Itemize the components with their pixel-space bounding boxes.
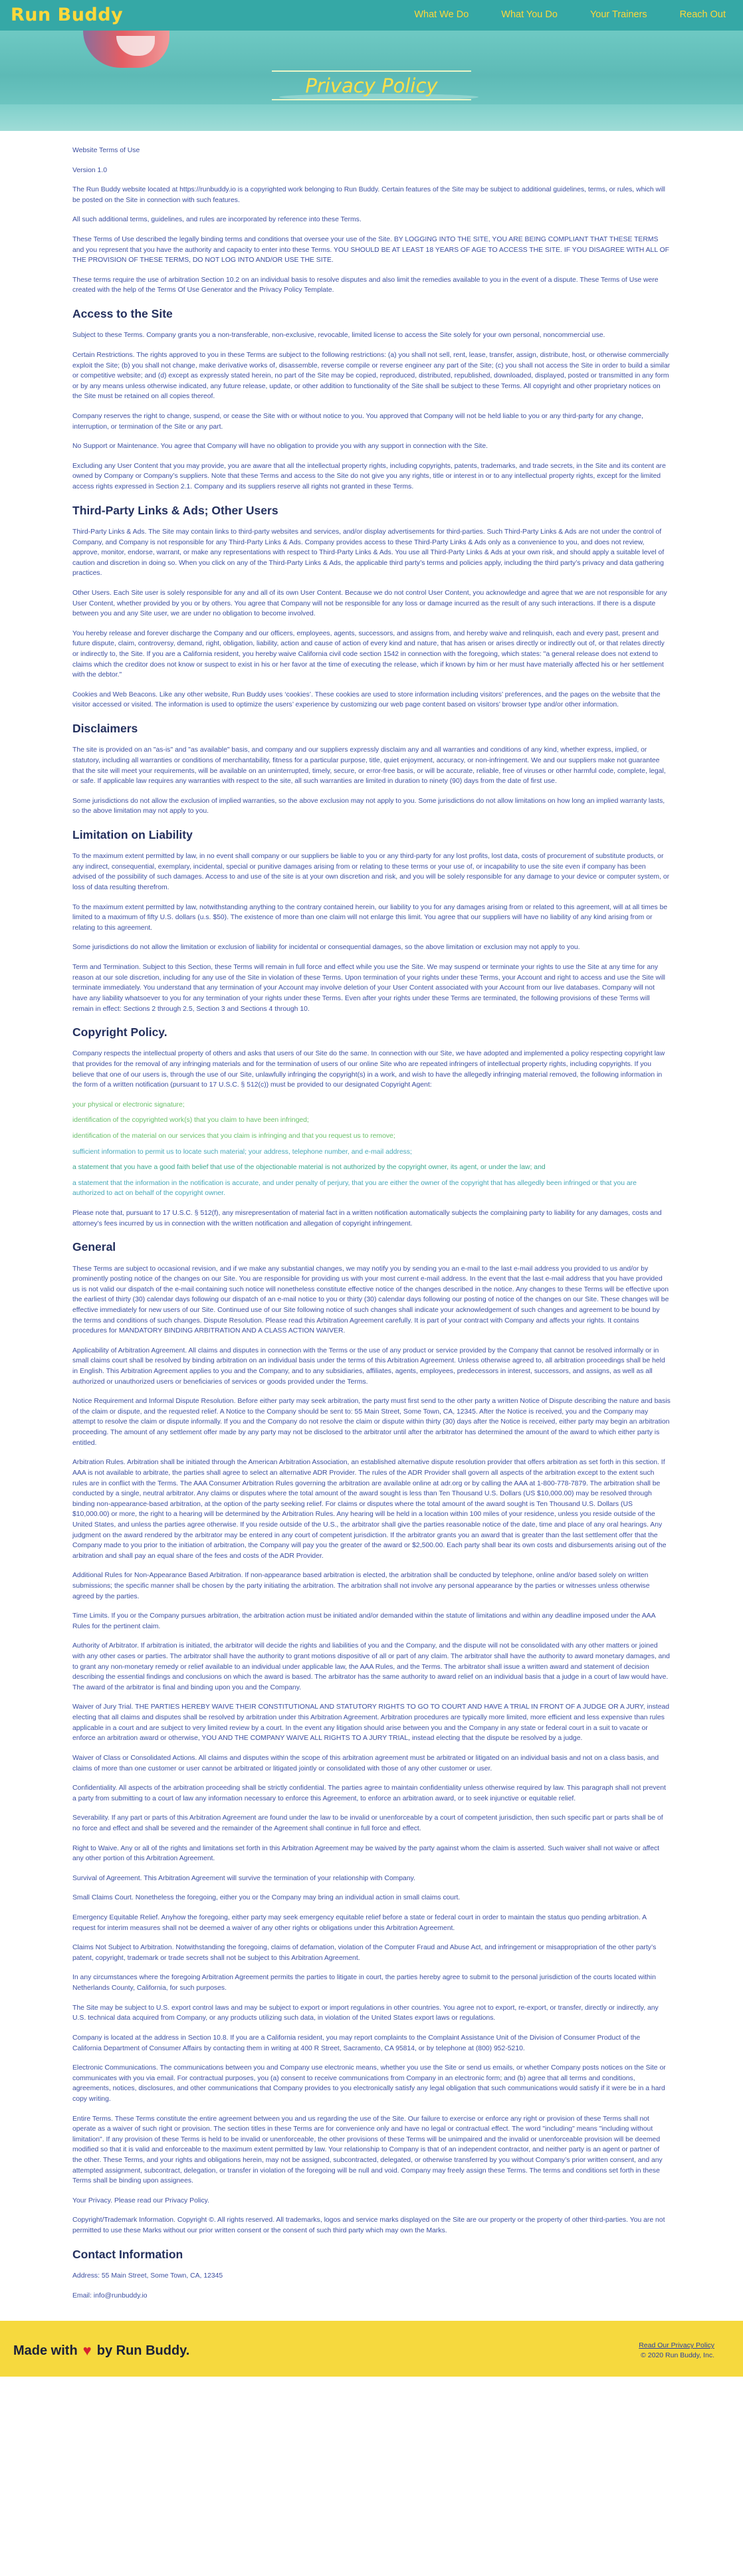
paragraph: Certain Restrictions. The rights approved to you in these Terms are subject to the following restrictions: (a) you shall not sell, rent, lease, transfer, assign, distribute, host, or otherwise commercially exploit the Site; (b) you shall not change, make derivative works of, disassemble, reverse compile or reverse engineer any part of the Site; (c) you shall not access the Site in order to build a similar or competitive website; and (d) except as expressly stated herein, no part of the Site may be copied, reproduced, distributed, republished, downloaded, displayed, posted or transmitted in any form or by any means unless otherwise indicated, any future release, update, or other addition to functionality of the Site shall be subject to these Terms. All copyright and other proprietary notices on the Site must be retained on all copies thereof. xyxy=(72,351,671,401)
paragraph: To the maximum extent permitted by law, notwithstanding anything to the contrary contained herein, our liability to you for any damages arising from or related to this agreement, will at all times be limited to a maximum of fifty U.S. dollars (u.s. $50). The existence of more than one claim will not enlarge this limit. You agree that our suppliers will have no liability of any kind arising from or relating to this agreement. xyxy=(72,903,668,932)
paragraph: Claims Not Subject to Arbitration. Notwithstanding the foregoing, claims of defamation, violation of the Computer Fraud and Abuse Act, and infringement or misappropriation of the other party’s patent, copyright, trademark or trade secrets shall not be subject to this Arbitration Agreement. xyxy=(72,1944,657,1962)
paragraph: The Site may be subject to U.S. export control laws and may be subject to export or import regulations in other countries. You agree not to export, re-export, or transfer, directly or indirectly, any U.S. technical data acquired from Company, or any products utilizing such data, in violation of the United States export laws or regulations. xyxy=(72,2004,659,2022)
paragraph: Other Users. Each Site user is solely responsible for any and all of its own User Content. Because we do not control User Content, you acknowledge and agree that we are not responsible for any User Content, whether provided by you or by others. You agree that Company will not be responsible for any loss or damage incurred as the result of any such interactions. If there is a dispute between you and any Site user, we are under no obligation to become involved. xyxy=(72,589,667,618)
hero-banner xyxy=(0,31,743,131)
list-item: a statement that you have a good faith belief that use of the objectionable material is not authorized by the copyright owner, its agent, or under the law; and xyxy=(72,1164,546,1172)
paragraph: Term and Termination. Subject to this Section, these Terms will remain in full force and effect while you use the Site. We may suspend or terminate your rights to use the Site at any time for any reason at our sole discretion, including for any use of the Site in violation of these Terms. Upon termination of your rights under these Terms, your Account and right to access and use the Site will terminate immediately. You understand that any termination of your Account may involve deletion of your User Content associated with your Account from our live databases. Company will not have any liability whatsoever to you for any termination of your rights under these Terms. Even after your rights under these Terms are terminated, the following provisions of these Terms will remain in effect: Sections 2 through 2.5, Section 3 and Sections 4 through 10. xyxy=(72,964,665,1013)
list-item: your physical or electronic signature; xyxy=(72,1101,185,1109)
paragraph: Excluding any User Content that you may provide, you are aware that all the intellectual property rights, including copyrights, patents, trademarks, and trade secrets, in the Site and its content are owned by Company or Company’s suppliers. Note that these Terms and access to the Site do not give you any rights, title or interest in or to any intellectual property rights, except for the limited access rights expressed in Section 2.1. Company and its suppliers reserve all rights not granted in these Terms. xyxy=(72,462,666,491)
list-item: a statement that the information in the notification is accurate, and under penalty of perjury, that you are either the owner of the copyright that has allegedly been infringed or that you are authorized to act on behalf of the copyright owner. xyxy=(72,1179,637,1198)
made-with-suffix: by Run Buddy. xyxy=(96,2343,190,2358)
made-with-love xyxy=(13,2339,189,2361)
paragraph: Entire Terms. These Terms constitute the entire agreement between you and us regarding the use of the Site. Our failure to exercise or enforce any right or provision of these Terms shall not operate as a waiver of such right or provision. The section titles in these Terms are for convenience only and have no legal or contractual effect. The word "including" means "including without limitation". If any provision of these Terms is held to be invalid or unenforceable, the other provisions of these Terms will be unimpaired and the invalid or unenforceable provision will be deemed modified so that it is valid and enforceable to the maximum extent permitted by law. Your relationship to Company is that of an independent contractor, and neither party is an agent or partner of the other. These Terms, and your rights and obligations herein, may not be assigned, subcontracted, delegated, or otherwise transferred by you without Company’s prior written consent, and any attempted assignment, subcontract, delegation, or transfer in violation of the foregoing will be null and void. Company may freely assign these Terms. The terms and conditions set forth in these Terms shall be binding upon assignees. xyxy=(72,2115,663,2185)
paragraph: These Terms are subject to occasional revision, and if we make any substantial changes, we may notify you by sending you an e-mail to the last e-mail address you provided to us and/or by prominently posting notice of the changes on our Site. You are responsible for providing us with your most current e-mail address. In the event that the last e-mail address that you have provided us is not valid our dispatch of the e-mail containing such notice will nonetheless constitute effective notice of the changes described in the notice. Any changes to these Terms will be effective upon the earliest of thirty (30) calendar days following our dispatch of an e-mail notice to you or thirty (30) calendar days following our posting of notice of the changes on our Site. These changes will be effective immediately for new users of our Site. Continued use of our Site following notice of such changes shall indicate your acknowledgement of such changes and agreement to be bound by the terms and conditions of such changes. Dispute Resolution. Please read this Arbitration Agreement carefully. It is part of your contract with Company and affects your rights. It contains procedures for MANDATORY BINDING ARBITRATION AND A CLASS ACTION WAIVER. xyxy=(72,1265,669,1335)
paragraph: These terms require the use of arbitration Section 10.2 on an individual basis to resolve disputes and also limit the remedies available to you in the event of a dispute. These Terms of Use were created with the help of the Terms Of Use Generator and the Privacy Policy Template. xyxy=(72,276,659,294)
paragraph: Some jurisdictions do not allow the exclusion of implied warranties, so the above exclusion may not apply to you. Some jurisdictions do not allow limitations on how long an implied warranty lasts, so the above limitation may not apply to you. xyxy=(72,797,665,815)
paragraph: Company is located at the address in Section 10.8. If you are a California resident, you may report complaints to the Complaint Assistance Unit of the Division of Consumer Product of the California Department of Consumer Affairs by contacting them in writing at 400 R Street, Sacramento, CA 95814, or by telephone at (800) 952-5210. xyxy=(72,2034,641,2052)
section-heading-contact: Contact Information xyxy=(72,2247,183,2261)
paragraph: Notice Requirement and Informal Dispute Resolution. Before either party may seek arbitration, the party must first send to the other party a written Notice of Dispute describing the nature and basis of the claim or dispute, and the requested relief. A Notice to the Company should be sent to: 55 Main Street, Some Town, CA, 12345. After the Notice is received, you and the Company may attempt to resolve the claim or dispute informally. If you and the Company do not resolve the claim or dispute within thirty (30) days after the Notice is received, either party may begin an arbitration proceeding. The amount of any settlement offer made by any party may not be disclosed to the arbitrator until after the arbitrator has determined the amount of the award to which either party is entitled. xyxy=(72,1398,671,1447)
paragraph: Company reserves the right to change, suspend, or cease the Site with or without notice to you. You approved that Company will not be held liable to you or any third-party for any change, interruption, or termination of the Site or any part. xyxy=(72,413,643,431)
hero-floor xyxy=(0,104,743,131)
site-footer xyxy=(0,2321,743,2377)
made-with-prefix: Made with xyxy=(13,2343,78,2358)
main-nav xyxy=(381,0,726,31)
nav-link-your-trainers[interactable]: Your Trainers xyxy=(589,9,647,21)
paragraph: Some jurisdictions do not allow the limitation or exclusion of liability for incidental or consequential damages, so the above limitation or exclusion may not apply to you. xyxy=(72,944,580,952)
paragraph: Company respects the intellectual property of others and asks that users of our Site do the same. In connection with our Site, we have adopted and implemented a policy respecting copyright law that provides for the removal of any infringing materials and for the termination of users of our online Site who are repeated infringers of intellectual property rights, including copyrights. If you believe that one of our users is, through the use of our Site, unlawfully infringing the copyright(s) in a work, and wish to have the allegedly infringing material removed, the following information in the form of a written notification (pursuant to 17 U.S.C. § 512(c)) must be provided to our designated Copyright Agent: xyxy=(72,1050,665,1089)
paragraph: Copyright/Trademark Information. Copyright ©. All rights reserved. All trademarks, logos and service marks displayed on the Site are our property or the property of other third-parties. You are not permitted to use these Marks without our prior written consent or the consent of such third party which may own the Marks. xyxy=(72,2216,665,2235)
section-heading-copyright: Copyright Policy. xyxy=(72,1025,167,1039)
policy-content xyxy=(0,131,743,2301)
contact-address: Address: 55 Main Street, Some Town, CA, 12345 xyxy=(72,2272,223,2280)
paragraph: Arbitration Rules. Arbitration shall be initiated through the American Arbitration Association, an established alternative dispute resolution provider that offers arbitration as set forth in this section. If AAA is not available to arbitrate, the parties shall agree to select an alternative ADR Provider. The rules of the ADR Provider shall govern all aspects of the arbitration except to the extent such rules are in conflict with the Terms. The AAA Consumer Arbitration Rules governing the arbitration are available online at adr.org or by calling the AAA at 1-800-778-7879. The arbitration shall be conducted by a single, neutral arbitrator. Any claims or disputes where the total amount of the award sought is less than Ten Thousand U.S. Dollars (US $10,000.00) may be resolved through binding non-appearance-based arbitration, at the option of the party seeking relief. For claims or disputes where the total amount of the award sought is Ten Thousand U.S. Dollars (US $10,000.00) or more, the right to a hearing will be determined by the Arbitration Rules. Any hearing will be held in a location within 100 miles of your residence, unless you reside outside of the United States, and unless the parties agree otherwise. If you reside outside of the U.S., the arbitrator shall give the parties reasonable notice of the date, time and place of any oral hearings. Any judgment on the award rendered by the arbitrator may be entered in any court of competent jurisdiction. If the arbitrator grants you an award that is greater than the last settlement offer that the Company made to you prior to the initiation of arbitration, the Company will pay you the greater of the award or $2,500.00. Each party shall bear its own costs and disbursements arising out of the arbitration and shall pay an equal share of the fees and costs of the ADR Provider. xyxy=(72,1459,667,1560)
paragraph: Small Claims Court. Nonetheless the foregoing, either you or the Company may bring an individual action in small claims court. xyxy=(72,1894,461,1902)
paragraph: Applicability of Arbitration Agreement. All claims and disputes in connection with the Terms or the use of any product or service provided by the Company that cannot be resolved informally or in small claims court shall be resolved by binding arbitration on an individual basis under the terms of this Arbitration Agreement. Unless otherwise agreed to, all arbitration proceedings shall be held in English. This Arbitration Agreement applies to you and the Company, and to any subsidiaries, affiliates, agents, employees, predecessors in interest, successors, and assigns, as well as all authorized or unauthorized users or beneficiaries of services or goods provided under the Terms. xyxy=(72,1346,665,1386)
section-heading-general: General xyxy=(72,1240,116,1254)
paragraph: Your Privacy. Please read our Privacy Policy. xyxy=(72,2197,209,2204)
paragraph: Additional Rules for Non-Appearance Based Arbitration. If non-appearance based arbitration is elected, the arbitration shall be conducted by telephone, online and/or based solely on written submissions; the specific manner shall be chosen by the party initiating the arbitration. The arbitration shall not involve any personal appearance by the parties or witnesses unless otherwise agreed by the parties. xyxy=(72,1572,650,1600)
list-item: identification of the material on our services that you claim is infringing and that you request us to remove; xyxy=(72,1132,395,1140)
terms-title: Website Terms of Use xyxy=(72,147,140,154)
paragraph: The Run Buddy website located at https://runbuddy.io is a copyrighted work belonging to Run Buddy. Certain features of the Site may be subject to additional guidelines, terms, or rules, which will be posted on the Site in connection with such features. xyxy=(72,186,665,204)
section-heading-disclaimers: Disclaimers xyxy=(72,722,138,736)
paragraph: In any circumstances where the foregoing Arbitration Agreement permits the parties to litigate in court, the parties hereby agree to submit to the personal jurisdiction of the courts located within Netherlands County, California, for such purposes. xyxy=(72,1974,656,1992)
nav-link-reach-out[interactable]: Reach Out xyxy=(679,9,726,21)
section-heading-liability: Limitation on Liability xyxy=(72,827,193,841)
paragraph: The site is provided on an "as-is" and "as available" basis, and company and our suppliers expressly disclaim any and all warranties and conditions of any kind, whether express, implied, or statutory, including all warranties or conditions of merchantability, fitness for a particular purpose, title, quiet enjoyment, accuracy, or non-infringement. We and our suppliers make not guarantee that the site will meet your requirements, will be available on an uninterrupted, timely, secure, or error-free basis, or will be accurate, reliable, free of viruses or other harmful code, complete, legal, or safe. If applicable law requires any warranties with respect to the site, all such warranties are limited in duration to ninety (90) days from the date of first use. xyxy=(72,746,666,786)
paragraph: Please note that, pursuant to 17 U.S.C. § 512(f), any misrepresentation of material fact in a written notification automatically subjects the complaining party to liability for any damages, costs and attorney’s fees incurred by us in connection with the written notification and allegation of copyright infringement. xyxy=(72,1210,662,1228)
footer-links xyxy=(639,2341,714,2361)
list-item: sufficient information to permit us to locate such material; your address, telephone number, and e-mail address; xyxy=(72,1148,412,1156)
site-header xyxy=(0,0,743,31)
paragraph: Confidentiality. All aspects of the arbitration proceeding shall be strictly confidential. The parties agree to maintain confidentiality unless otherwise required by law. This paragraph shall not prevent a party from submitting to a court of law any information necessary to enforce this Agreement, to enforce an arbitration award, or to seek injunctive or equitable relief. xyxy=(72,1784,666,1802)
paragraph: Emergency Equitable Relief. Anyhow the foregoing, either party may seek emergency equitable relief before a state or federal court in order to maintain the status quo pending arbitration. A request for interim measures shall not be deemed a waiver of any other rights or obligations under this Arbitration Agreement. xyxy=(72,1914,647,1932)
copyright-requirements-list xyxy=(72,1100,671,1199)
paragraph: Survival of Agreement. This Arbitration Agreement will survive the termination of your relationship with Company. xyxy=(72,1874,415,1882)
page-title: Privacy Policy xyxy=(305,74,438,97)
paragraph: Subject to these Terms. Company grants you a non-transferable, non-exclusive, revocable, limited license to access the Site solely for your own personal, noncommercial use. xyxy=(72,332,605,340)
section-heading-third-party: Third-Party Links & Ads; Other Users xyxy=(72,503,278,517)
paragraph: Time Limits. If you or the Company pursues arbitration, the arbitration action must be initiated and/or demanded within the statute of limitations and within any deadline imposed under the AAA Rules for the pertinent claim. xyxy=(72,1612,655,1630)
paragraph: No Support or Maintenance. You agree that Company will have no obligation to provide you with any support in connection with the Site. xyxy=(72,443,488,451)
paragraph: Electronic Communications. The communications between you and Company use electronic means, whether you use the Site or send us emails, or whether Company posts notices on the Site or communicates with you via email. For contractual purposes, you (a) consent to receive communications from Company in an electronic form; and (b) agree that all terms and conditions, agreements, notices, disclosures, and other communications that Company provides to you electronically satisfy any legal obligation that such communications would satisfy if it were be in a hard copy writing. xyxy=(72,2064,666,2103)
section-heading-access: Access to the Site xyxy=(72,307,173,321)
terms-version: Version 1.0 xyxy=(72,166,107,174)
footer-copyright: © 2020 Run Buddy, Inc. xyxy=(641,2351,714,2360)
contact-email: Email: info@runbuddy.io xyxy=(72,2292,148,2300)
heart-icon: ♥ xyxy=(82,2342,92,2359)
paragraph: Severability. If any part or parts of this Arbitration Agreement are found under the law to be invalid or unenforceable by a court of competent jurisdiction, then such specific part or parts shall be of no force and effect and shall be severed and the remainder of the Agreement shall continue in full force and effect. xyxy=(72,1814,663,1832)
paragraph: Waiver of Class or Consolidated Actions. All claims and disputes within the scope of this arbitration agreement must be arbitrated or litigated on an individual basis and not on a class basis, and claims of more than one customer or user cannot be arbitrated or litigated jointly or consolidated with those of any other customer or user. xyxy=(72,1754,659,1772)
paragraph: Right to Waive. Any or all of the rights and limitations set forth in this Arbitration Agreement may be waived by the party against whom the claim is asserted. Such waiver shall not waive or affect any other portion of this Arbitration Agreement. xyxy=(72,1844,660,1863)
paragraph: All such additional terms, guidelines, and rules are incorporated by reference into these Terms. xyxy=(72,216,362,224)
paragraph: These Terms of Use described the legally binding terms and conditions that oversee your use of the Site. BY LOGGING INTO THE SITE, YOU ARE BEING COMPLIANT THAT THESE TERMS and you represent that you have the authority and capacity to enter into these Terms. YOU SHOULD BE AT LEAST 18 YEARS OF AGE TO ACCESS THE SITE. IF YOU DISAGREE WITH ALL OF THE PROVISION OF THESE TERMS, DO NOT LOG INTO AND/OR USE THE SITE. xyxy=(72,236,670,265)
paragraph: Authority of Arbitrator. If arbitration is initiated, the arbitrator will decide the rights and liabilities of you and the Company, and the dispute will not be consolidated with any other matters or joined with any other cases or parties. The arbitrator shall have the authority to grant motions dispositive of all or part of any claim. The arbitrator shall have the authority to award monetary damages, and to grant any non-monetary remedy or relief available to an individual under applicable law, the AAA Rules, and the Terms. The arbitrator shall issue a written award and statement of decision describing the essential findings and conclusions on which the award is based. The arbitrator has the same authority to award relief on an individual basis that a judge in a court of law would have. The award of the arbitrator is final and binding upon you and the Company. xyxy=(72,1642,670,1691)
paragraph: To the maximum extent permitted by law, in no event shall company or our suppliers be liable to you or any third-party for any lost profits, lost data, costs of procurement of substitute products, or any indirect, consequential, exemplary, incidental, special or punitive damages arising from or relating to these terms or your use of, or incapability to use the site even if company has been advised of the possibility of such damages. Access to and use of the site is at your own discretion and risk, and you will be solely responsible for any damage to your device or computer system, or loss of data resulting therefrom. xyxy=(72,853,670,892)
brand-logo[interactable]: Run Buddy xyxy=(11,4,124,25)
privacy-policy-link[interactable]: Read Our Privacy Policy xyxy=(639,2341,714,2350)
paragraph: Cookies and Web Beacons. Like any other website, Run Buddy uses ‘cookies’. These cookies are used to store information including visitors’ preferences, and the pages on the website that the visitor accessed or visited. The information is used to optimize the users’ experience by customizing our web page content based on visitors’ browser type and/or other information. xyxy=(72,691,661,709)
paragraph: Waiver of Jury Trial. THE PARTIES HEREBY WAIVE THEIR CONSTITUTIONAL AND STATUTORY RIGHTS TO GO TO COURT AND HAVE A TRIAL IN FRONT OF A JUDGE OR A JURY, instead electing that all claims and disputes shall be resolved by arbitration under this Arbitration Agreement. Arbitration procedures are typically more limited, more efficient and less expensive than rules applicable in a court and are subject to very limited review by a court. In the event any litigation should arise between you and the Company in any state or federal court in a suit to vacate or enforce an arbitration award or otherwise, YOU AND THE COMPANY WAIVE ALL RIGHTS TO A JURY TRIAL, instead electing that the dispute be resolved by a judge. xyxy=(72,1703,670,1743)
nav-link-what-you-do[interactable]: What You Do xyxy=(501,9,558,21)
paragraph: Third-Party Links & Ads. The Site may contain links to third-party websites and services, and/or display advertisements for third-parties. Such Third-Party Links & Ads are not under the control of Company, and Company is not responsible for any Third-Party Links & Ads. Company provides access to these Third-Party Links & Ads only as a convenience to you, and does not review, approve, monitor, endorse, warrant, or make any representations with respect to Third-Party Links & Ads. You use all Third-Party Links & Ads at your own risk, and should apply a suitable level of caution and discretion in doing so. When you click on any of the Third-Party Links & Ads, the applicable third party’s terms and policies apply, including the third party’s privacy and data gathering practices. xyxy=(72,528,665,578)
hero-title-rule-bottom xyxy=(272,99,471,100)
paragraph: You hereby release and forever discharge the Company and our officers, employees, agents, successors, and assigns from, and hereby waive and relinquish, each and every past, present and future dispute, claim, controversy, demand, right, obligation, liability, action and cause of action of every kind and nature, that has arisen or arises directly or indirectly out of, or that relates directly or indirectly to, the Site. If you are a California resident, you hereby waive California civil code section 1542 in connection with the foregoing, which states: "a general release does not extend to claims which the creditor does not know or suspect to exist in his or her favor at the time of executing the release, which if known by him or her must have materially affected his or her settlement with the debtor." xyxy=(72,629,665,679)
list-item: identification of the copyrighted work(s) that you claim to have been infringed; xyxy=(72,1117,309,1125)
nav-link-what-we-do[interactable]: What We Do xyxy=(414,9,469,21)
